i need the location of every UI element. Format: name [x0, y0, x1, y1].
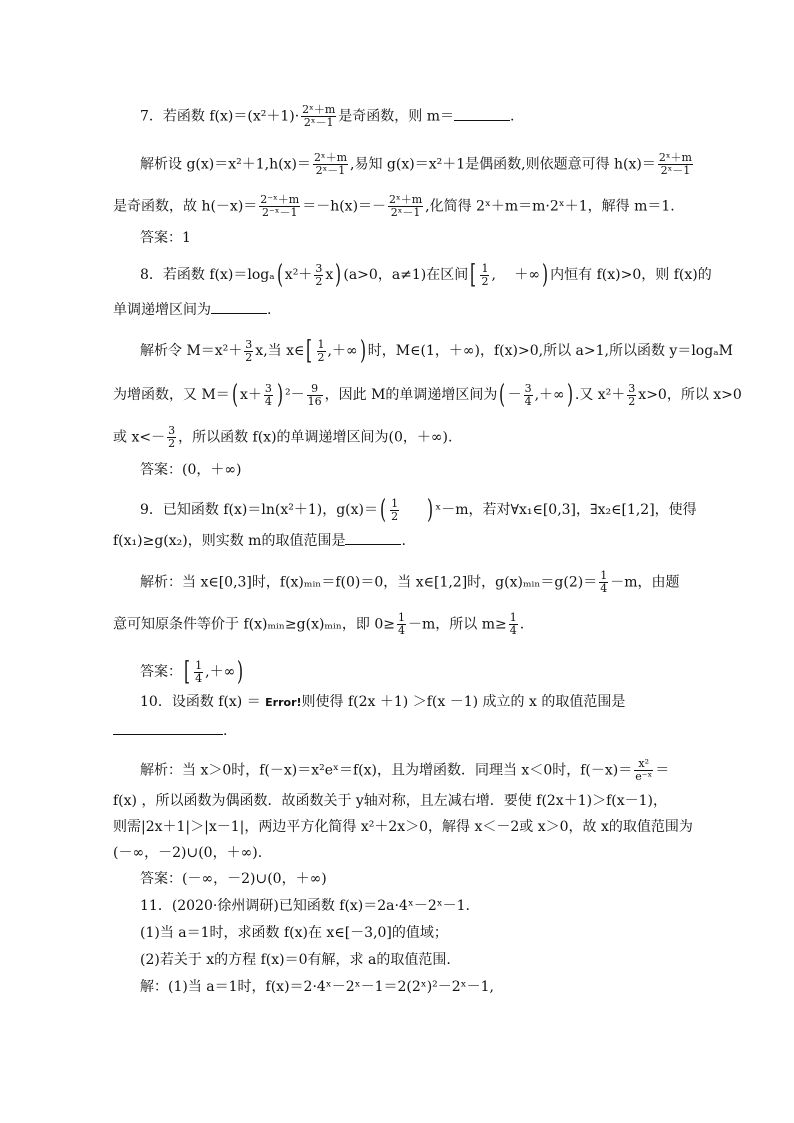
q7-answer: 答案：1	[140, 230, 191, 246]
q9-solution-line1: 解析：当 x∈[0,3]时，f(x)ₘᵢₙ＝f(0)＝0，当 x∈[1,2]时，g(x)ₘᵢₙ＝g(2)＝ $\frac{1}{4}$ －m，由题	[140, 569, 680, 595]
q7-fraction: $\frac{\text{2ˣ＋m}}{\text{2ˣ－1}}$	[658, 151, 692, 177]
answer-blank[interactable]	[454, 108, 510, 121]
q7-solution-line1: 解析设 g(x)＝x²＋1,h(x)＝ $\frac{\text{2ˣ＋m}}{\text{2ˣ－1}}$ ,易知 g(x)＝x²＋1是偶函数,则依题意可得 h(x)＝ $\frac{\text{2ˣ＋m}}{\text{2ˣ－1}}$	[140, 151, 692, 177]
q10-stem-line2: .	[113, 722, 227, 740]
q8-solution-line3: 或 x<－ $\frac{3}{2}$ ，所以函数 f(x)的单调递增区间为(0，＋∞).	[113, 424, 453, 450]
q9-answer: 答案：[ $\frac{1}{4}$ ,＋∞)	[140, 657, 244, 687]
q9-stem-line2: f(x₁)≥g(x₂)，则实数 m的取值范围是 .	[113, 533, 406, 549]
q11-stem: 11．(2020·徐州调研)已知函数 f(x)＝2a·4ˣ－2ˣ－1.	[140, 898, 471, 914]
q11-part1: (1)当 a＝1时，求函数 f(x)在 x∈[－3,0]的值域；	[140, 925, 448, 941]
q8-stem-line1: 8．若函数 f(x)＝logₐ( x²＋ $\frac{3}{2}$ x) (a>0，a≠1)在区间[ $\frac{1}{2}$ , ＋∞) 内恒有 f(x)>0，则 f(x)的	[140, 260, 712, 290]
answer-blank[interactable]	[345, 532, 401, 545]
q10-answer: 答案：(－∞，－2)∪(0，＋∞)	[140, 871, 327, 887]
answer-blank[interactable]	[113, 722, 223, 735]
q8-stem-line2: 单调递增区间为 .	[113, 302, 272, 318]
q7-fraction: $\frac{\text{2ˣ＋m}}{\text{2ˣ－1}}$	[389, 193, 423, 219]
q7-solution-line2: 是奇函数，故 h(－x)＝ $\frac{\text{2⁻ˣ＋m}}{\text{2⁻ˣ－1}}$ ＝－h(x)＝－ $\frac{\text{2ˣ＋m}}{\text{2ˣ－1}}$ ,化简得 2ˣ＋m＝m·2ˣ＋1，解得 m＝1.	[113, 193, 675, 219]
q10-solution-line4: (－∞，－2)∪(0，＋∞).	[113, 845, 263, 861]
q7-fraction-neg: $\frac{\text{2⁻ˣ＋m}}{\text{2⁻ˣ－1}}$	[260, 193, 300, 219]
q10-stem-line1: 10．设函数 f(x) ＝ Error!则使得 f(2x ＋1) ＞f(x －1) 成立的 x 的取值范围是	[140, 694, 626, 710]
q11-solution: 解：(1)当 a＝1时，f(x)＝2·4ˣ－2ˣ－1＝2(2ˣ)²－2ˣ－1,	[140, 979, 494, 995]
q11-part2: (2)若关于 x的方程 f(x)＝0有解，求 a的取值范围.	[140, 952, 451, 968]
q7-fraction: $\frac{\text{2ˣ＋m}}{\text{2ˣ－1}}$	[313, 151, 348, 177]
q10-solution-line1: 解析：当 x＞0时，f(－x)＝x²eˣ＝f(x)，且为增函数．同理当 x＜0时，f(－x)＝ $\frac{\text{x²}}{\text{e⁻ˣ}}$ ＝	[140, 757, 670, 783]
q7-stem: 7．若函数 f(x)＝(x²＋1)· $\frac{\text{2ˣ＋m}}{\text{2ˣ－1}}$ 是奇函数，则 m＝ .	[140, 103, 515, 129]
q8-answer: 答案：(0，＋∞)	[140, 462, 242, 478]
q10-solution-line3: 则需|2x＋1|＞|x－1|，两边平方化简得 x²＋2x＞0，解得 x＜－2或 x＞0，故 x的取值范围为	[113, 819, 693, 835]
q9-solution-line2: 意可知原条件等价于 f(x)ₘᵢₙ≥g(x)ₘᵢₙ，即 0≥ $\frac{1}{4}$ －m，所以 m≥ $\frac{1}{4}$ .	[113, 611, 525, 637]
q8-solution-line2: 为增函数，又 M＝( x＋ $\frac{3}{4}$ ) ²－ $\frac{9}{16}$ ，因此 M的单调递增区间为( － $\frac{3}{4}$ ,＋∞) .又 x²＋ $\frac{3}{2}$ x>0，所以 x>0	[113, 380, 742, 410]
q7-fraction: $\frac{\text{2ˣ＋m}}{\text{2ˣ－1}}$	[302, 103, 336, 129]
q10-solution-line2: f(x) ，所以函数为偶函数．故函数关于 y轴对称，且左减右增．要使 f(2x＋1)＞f(x－1)，	[113, 793, 667, 809]
answer-blank[interactable]	[211, 301, 267, 314]
q9-stem-line1: 9．已知函数 f(x)＝ln(x²＋1)，g(x)＝( $\frac{1}{2}$ ) ˣ－m，若对∀x₁∈[0,3]，∃x₂∈[1,2]，使得	[140, 495, 697, 525]
q7-stem-text: 7．若函数 f(x)＝(x²＋1)·	[140, 108, 300, 125]
error-marker: Error!	[265, 696, 302, 709]
q8-solution-line1: 解析令 M＝x²＋ $\frac{3}{2}$ x,当 x∈[ $\frac{1}{2}$ ,＋∞) 时，M∈(1，＋∞)，f(x)>0,所以 a>1,所以函数 y＝logₐM	[140, 336, 733, 366]
